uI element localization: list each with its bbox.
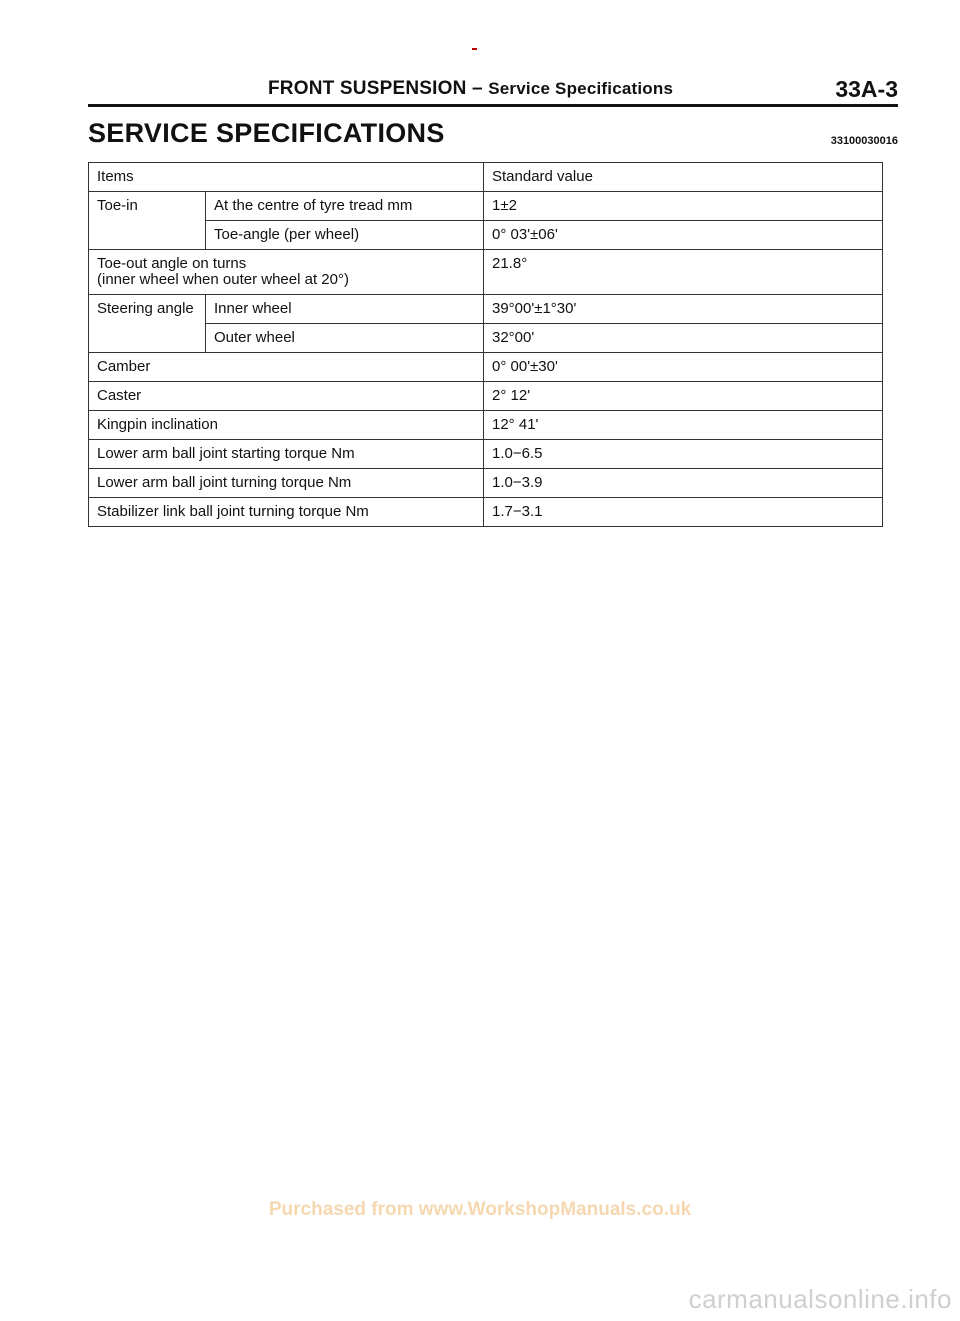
inner-wheel-label: Inner wheel [206, 295, 484, 324]
table-row [89, 440, 883, 469]
lower-arm-starting-value: 1.0−6.5 [484, 440, 883, 469]
stabilizer-link-label: Stabilizer link ball joint turning torque Nm [89, 498, 484, 527]
table-row [89, 498, 883, 527]
stabilizer-link-value: 1.7−3.1 [484, 498, 883, 527]
page-number: 33A-3 [835, 76, 898, 102]
page-header [88, 78, 898, 102]
outer-wheel-value: 32°00' [484, 324, 883, 353]
toe-in-centre-value: 1±2 [484, 192, 883, 221]
table-row [89, 250, 883, 295]
scan-mark [472, 48, 477, 50]
toe-out-label [89, 250, 484, 295]
toe-in-centre-label: At the centre of tyre tread mm [206, 192, 484, 221]
kingpin-value: 12° 41' [484, 411, 883, 440]
header-title [268, 78, 673, 100]
caster-value: 2° 12' [484, 382, 883, 411]
steering-angle-label: Steering angle [89, 295, 206, 353]
header-dash: – [466, 78, 489, 99]
table-row [89, 411, 883, 440]
toe-out-label-line1: Toe-out angle on turns [97, 255, 247, 272]
table-row [89, 353, 883, 382]
toe-out-value: 21.8° [484, 250, 883, 295]
purchase-watermark: Purchased from www.WorkshopManuals.co.uk [268, 1199, 692, 1220]
kingpin-label: Kingpin inclination [89, 411, 484, 440]
specifications-table [88, 162, 883, 527]
header-rule [88, 104, 898, 107]
table-row [89, 382, 883, 411]
toe-angle-value: 0° 03'±06' [484, 221, 883, 250]
table-row [89, 295, 883, 324]
camber-value: 0° 00'±30' [484, 353, 883, 382]
table-header-row [89, 163, 883, 192]
table-row [89, 324, 883, 353]
header-standard-value: Standard value [484, 163, 883, 192]
header-subtitle: Service Specifications [488, 79, 674, 98]
toe-in-label: Toe-in [89, 192, 206, 250]
inner-wheel-value: 39°00'±1°30' [484, 295, 883, 324]
lower-arm-starting-label: Lower arm ball joint starting torque Nm [89, 440, 484, 469]
table-row [89, 221, 883, 250]
lower-arm-turning-label: Lower arm ball joint turning torque Nm [89, 469, 484, 498]
site-watermark: carmanualsonline.info [688, 1284, 952, 1314]
table-row [89, 469, 883, 498]
camber-label: Camber [89, 353, 484, 382]
outer-wheel-label: Outer wheel [206, 324, 484, 353]
table-row [89, 192, 883, 221]
lower-arm-turning-value: 1.0−3.9 [484, 469, 883, 498]
header-section: FRONT SUSPENSION [268, 78, 467, 99]
document-code: 33100030016 [830, 135, 898, 147]
caster-label: Caster [89, 382, 484, 411]
header-items: Items [89, 163, 484, 192]
section-title: SERVICE SPECIFICATIONS [88, 118, 445, 148]
toe-angle-label: Toe-angle (per wheel) [206, 221, 484, 250]
toe-out-label-line2: (inner wheel when outer wheel at 20°) [97, 271, 349, 288]
